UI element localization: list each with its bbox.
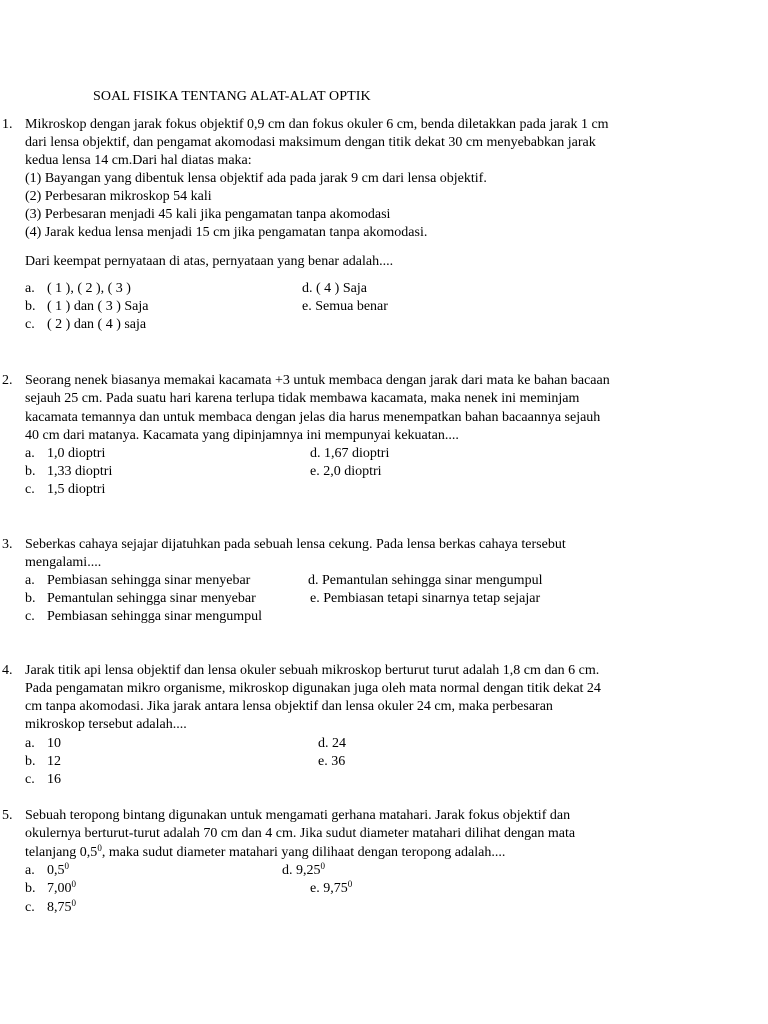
- option-e: [310, 464, 382, 480]
- option-text: ( 2 ) dan ( 4 ) saja: [47, 317, 147, 332]
- option-text: Pembiasan sehingga sinar mengumpul: [47, 609, 263, 624]
- option-text: 36: [331, 754, 346, 769]
- degree-superscript: 0: [320, 861, 325, 871]
- option-letter: e.: [310, 881, 320, 896]
- option-text: Semua benar: [315, 299, 388, 314]
- option-text: 0,5: [47, 863, 65, 878]
- question-number: 4.: [2, 663, 13, 678]
- option-e: [310, 591, 540, 607]
- option-c: [25, 900, 76, 916]
- option-a: [25, 281, 131, 297]
- option-b: [25, 464, 112, 480]
- option-letter: c.: [25, 317, 35, 332]
- option-letter: b.: [25, 464, 36, 479]
- option-letter: a.: [25, 573, 35, 588]
- question-text-line: okulernya berturut-turut adalah 70 cm dan 4 cm. Jika sudut diameter matahari dilihat dengan mata: [25, 826, 576, 841]
- option-d: [310, 446, 389, 462]
- option-e: [302, 299, 388, 315]
- option-text: ( 4 ) Saja: [316, 281, 367, 296]
- option-text: 12: [47, 754, 61, 769]
- option-b: [25, 881, 76, 897]
- degree-superscript: 0: [64, 861, 69, 871]
- option-e: [310, 881, 352, 897]
- option-letter: c.: [25, 772, 35, 787]
- document-title: SOAL FISIKA TENTANG ALAT-ALAT OPTIK: [93, 89, 371, 104]
- text-run: telanjang 0,5: [25, 845, 98, 860]
- question-number: 2.: [2, 373, 13, 388]
- question-text-line: mikroskop tersebut adalah....: [25, 717, 187, 732]
- question-prompt: Dari keempat pernyataan di atas, pernyataan yang benar adalah....: [25, 254, 394, 269]
- option-text: 8,75: [47, 900, 72, 915]
- option-letter: c.: [25, 900, 35, 915]
- option-letter: e.: [318, 754, 328, 769]
- option-text: 9,25: [296, 863, 321, 878]
- option-letter: d.: [302, 281, 313, 296]
- option-text: ( 1 ) dan ( 3 ) Saja: [47, 299, 149, 314]
- question-number: 1.: [2, 117, 13, 132]
- option-c: [25, 317, 146, 333]
- degree-superscript: 0: [347, 879, 353, 889]
- option-d: [302, 281, 367, 297]
- question-text-line: kedua lensa 14 cm.Dari hal diatas maka:: [25, 153, 252, 168]
- question-text-line: Jarak titik api lensa objektif dan lensa okuler sebuah mikroskop berturut turut adalah 1,8 cm dan 6 cm.: [25, 663, 600, 678]
- statement-3: (3) Perbesaran menjadi 45 kali jika pengamatan tanpa akomodasi: [25, 207, 391, 222]
- question-text-line: Mikroskop dengan jarak fokus objektif 0,9 cm dan fokus okuler 6 cm, benda diletakkan pada jarak 1 cm: [25, 117, 609, 132]
- option-text: 1,0 dioptri: [47, 446, 106, 461]
- option-letter: a.: [25, 863, 35, 878]
- option-letter: d.: [310, 446, 321, 461]
- option-text: Pemantulan sehingga sinar mengumpul: [322, 573, 543, 588]
- option-d: [282, 863, 325, 879]
- option-text: 9,75: [323, 881, 348, 896]
- option-text: 1,67 dioptri: [324, 446, 390, 461]
- option-a: [25, 736, 61, 752]
- option-letter: d.: [282, 863, 293, 878]
- option-letter: a.: [25, 736, 35, 751]
- option-text: Pembiasan sehingga sinar menyebar: [47, 573, 251, 588]
- question-text-line: Sebuah teropong bintang digunakan untuk mengamati gerhana matahari. Jarak fokus objektif dan: [25, 808, 571, 823]
- option-letter: a.: [25, 446, 35, 461]
- question-number: 5.: [2, 808, 13, 823]
- option-b: [25, 754, 61, 770]
- statement-2: (2) Perbesaran mikroskop 54 kali: [25, 189, 212, 204]
- question-text-line: cm tanpa akomodasi. Jika jarak antara lensa objektif dan lensa okuler 24 cm, maka perbesaran: [25, 699, 553, 714]
- question-text-line: Pada pengamatan mikro organisme, mikroskop digunakan juga oleh mata normal dengan titik dekat 24: [25, 681, 601, 696]
- statement-1: (1) Bayangan yang dibentuk lensa objektif ada pada jarak 9 cm dari lensa objektif.: [25, 171, 487, 186]
- option-letter: b.: [25, 299, 36, 314]
- option-text: ( 1 ), ( 2 ), ( 3 ): [47, 281, 131, 296]
- question-number: 3.: [2, 537, 13, 552]
- option-letter: e.: [310, 591, 320, 606]
- option-letter: b.: [25, 754, 36, 769]
- option-letter: e.: [302, 299, 312, 314]
- statement-4: (4) Jarak kedua lensa menjadi 15 cm jika pengamatan tanpa akomodasi.: [25, 225, 428, 240]
- option-d: [318, 736, 346, 752]
- option-letter: c.: [25, 609, 35, 624]
- question-text-line: kacamata temannya dan untuk membaca dengan jelas dia harus menempatkan bahan bacaannya sejauh: [25, 410, 601, 425]
- question-text-line: dari lensa objektif, dan pengamat akomodasi maksimum dengan titik dekat 30 cm menyebabkan jarak: [25, 135, 596, 150]
- option-letter: d.: [308, 573, 319, 588]
- question-text-line: sejauh 25 cm. Pada suatu hari karena terlupa tidak membawa kacamata, maka nenek ini meminjam: [25, 391, 580, 406]
- question-text-line: mengalami....: [25, 555, 102, 570]
- degree-superscript: 0: [97, 843, 102, 853]
- question-text-line: 40 cm dari matanya. Kacamata yang dipinjamnya ini mempunyai kekuatan....: [25, 428, 459, 443]
- text-run: , maka sudut diameter matahari yang dilihaat dengan teropong adalah....: [101, 845, 506, 860]
- option-letter: e.: [310, 464, 320, 479]
- option-letter: b.: [25, 881, 36, 896]
- option-letter: a.: [25, 281, 35, 296]
- option-e: [318, 754, 345, 770]
- option-a: [25, 573, 250, 589]
- option-letter: c.: [25, 482, 35, 497]
- option-text: 7,00: [47, 881, 72, 896]
- option-c: [25, 609, 262, 625]
- option-letter: d.: [318, 736, 329, 751]
- option-text: Pemantulan sehingga sinar menyebar: [47, 591, 256, 606]
- option-c: [25, 482, 105, 498]
- option-text: 10: [47, 736, 61, 751]
- question-text-line: Seorang nenek biasanya memakai kacamata +3 untuk membaca dengan jarak dari mata ke bahan bacaan: [25, 373, 610, 388]
- option-text: 1,5 dioptri: [47, 482, 106, 497]
- degree-superscript: 0: [71, 879, 76, 889]
- question-text-line: [25, 845, 505, 861]
- option-b: [25, 299, 148, 315]
- degree-superscript: 0: [71, 898, 76, 908]
- option-letter: b.: [25, 591, 36, 606]
- option-a: [25, 446, 105, 462]
- option-b: [25, 591, 256, 607]
- option-d: [308, 573, 542, 589]
- question-text-line: Seberkas cahaya sejajar dijatuhkan pada sebuah lensa cekung. Pada lensa berkas cahaya tersebut: [25, 537, 566, 552]
- option-text: 24: [332, 736, 346, 751]
- option-text: 2,0 dioptri: [323, 464, 382, 479]
- option-a: [25, 863, 69, 879]
- option-text: Pembiasan tetapi sinarnya tetap sejajar: [323, 591, 541, 606]
- option-text: 16: [47, 772, 61, 787]
- option-c: [25, 772, 61, 788]
- option-text: 1,33 dioptri: [47, 464, 113, 479]
